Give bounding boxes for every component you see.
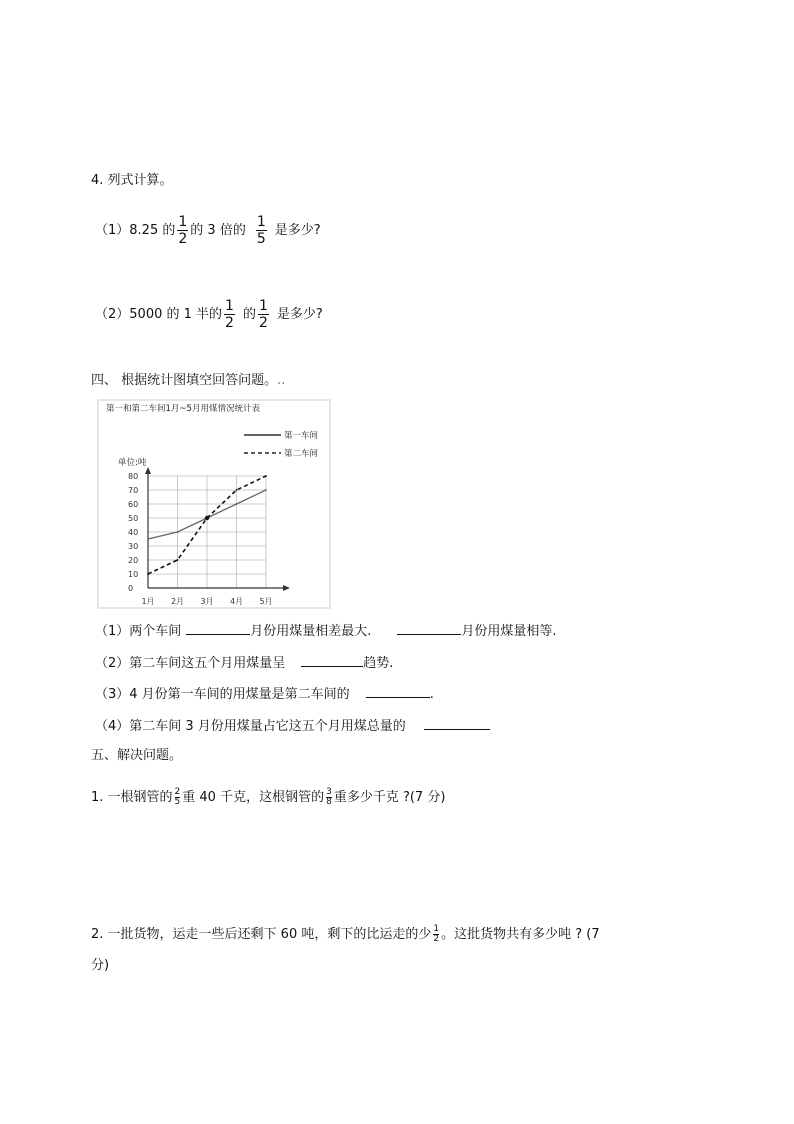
s4-question-2	[95, 653, 393, 673]
y-tick-label: 40	[128, 528, 139, 537]
q4-item-1-suffix: 是多少?	[274, 223, 321, 238]
x-tick-label: 4月	[229, 597, 244, 606]
s5-p1-part3: 重多少千克 ?(7 分)	[333, 790, 446, 805]
s4-question-4	[95, 716, 490, 736]
x-tick-label: 2月	[170, 597, 185, 606]
fraction-one-half: $\frac{1}{2}$	[225, 298, 234, 331]
data-point-series-1	[236, 503, 238, 505]
fraction-three-eighths: $\frac{3}{8}$	[326, 787, 332, 807]
answer-blank[interactable]	[424, 716, 490, 730]
y-tick-label: 50	[128, 514, 139, 523]
line-chart	[96, 398, 332, 610]
s4-q3-part1: （3）4 月份第一车间的用煤量是第二车间的	[95, 687, 350, 702]
data-point-series-2	[177, 559, 179, 561]
q4-title	[91, 172, 173, 190]
s4-question-1	[95, 621, 557, 641]
s5-problem-1	[91, 788, 445, 807]
x-tick-label: 5月	[259, 597, 273, 606]
y-tick-label: 0	[128, 584, 134, 593]
s4-q4-part1: （4）第二车间 3 月份用煤量占它这五个月用煤总量的	[95, 719, 406, 734]
data-point-series-2	[147, 573, 149, 575]
s4-q1-part3: 月份用煤量相等.	[461, 624, 557, 639]
x-tick-label: 1月	[141, 597, 155, 606]
y-tick-label: 60	[128, 500, 139, 509]
s4-question-3	[95, 684, 434, 704]
section4-title-marks: ..	[277, 373, 286, 388]
q4-title-text: 4. 列式计算。	[91, 173, 173, 188]
s4-q3-part2: .	[429, 687, 434, 702]
answer-blank[interactable]	[186, 621, 250, 635]
q4-item-2-suffix: 是多少?	[276, 307, 323, 322]
s5-p2-part3: 分)	[91, 958, 110, 973]
data-point-series-1	[177, 531, 179, 533]
s5-problem-2	[91, 925, 600, 944]
answer-blank[interactable]	[397, 621, 461, 635]
q4-item-2	[95, 299, 323, 330]
s4-q2-part1: （2）第二车间这五个月用煤量呈	[95, 656, 286, 671]
section4-title-text: 四、 根据统计图填空回答问题。	[91, 373, 278, 388]
chart-title: 第一和第二车间1月~5月用煤情况统计表	[106, 404, 260, 414]
y-tick-label: 10	[128, 570, 139, 579]
q4-item-2-prefix: （2）5000 的 1 半的	[95, 307, 223, 322]
s5-p2-part1: 2. 一批货物，运走一些后还剩下 60 吨，剩下的比运走的少	[91, 927, 432, 942]
fraction-two-fifths: $\frac{2}{5}$	[174, 787, 181, 807]
section4-title	[91, 372, 285, 390]
data-point-series-1	[147, 538, 149, 540]
y-tick-label: 80	[128, 472, 139, 481]
fraction-one-half: $\frac{1}{2}$	[258, 298, 268, 331]
s4-q1-part2: 月份用煤量相差最大.	[250, 624, 372, 639]
section5-title	[91, 747, 182, 765]
legend-label-series-1: 第一车间	[284, 431, 319, 441]
y-tick-label: 20	[128, 556, 139, 565]
answer-blank[interactable]	[366, 684, 430, 698]
q4-item-1-mid: 的 3 倍的	[190, 223, 246, 238]
data-point-series-2	[236, 489, 238, 491]
q4-item-2-mid: 的	[242, 307, 256, 322]
answer-blank[interactable]	[301, 653, 363, 667]
fraction-one-fifth: $\frac{1}{5}$	[256, 214, 266, 247]
s4-q2-part2: 趋势.	[363, 656, 394, 671]
section5-title-text: 五、解决问题。	[91, 748, 183, 763]
s5-problem-2-continued	[91, 957, 109, 975]
data-point-series-2	[265, 475, 267, 477]
unit-label: 单位:吨	[118, 458, 147, 468]
s5-p2-part2: 。这批货物共有多少吨 ? (7	[441, 927, 600, 942]
y-tick-label: 30	[128, 542, 139, 551]
q4-item-1-prefix: （1）8.25 的	[95, 223, 176, 238]
s5-p1-part1: 1. 一根钢管的	[91, 790, 173, 805]
fraction-one-half: $\frac{1}{2}$	[433, 924, 440, 944]
fraction-one-half: $\frac{1}{2}$	[178, 214, 188, 247]
data-point-series-1	[265, 489, 267, 491]
x-tick-label: 3月	[200, 597, 214, 606]
legend-label-series-2: 第二车间	[284, 449, 319, 459]
q4-item-1	[95, 215, 321, 246]
s4-q1-part1: （1）两个车间	[95, 624, 182, 639]
intersection-point	[205, 516, 209, 520]
y-tick-label: 70	[128, 486, 139, 495]
s5-p1-part2: 重 40 千克，这根钢管的	[182, 790, 325, 805]
